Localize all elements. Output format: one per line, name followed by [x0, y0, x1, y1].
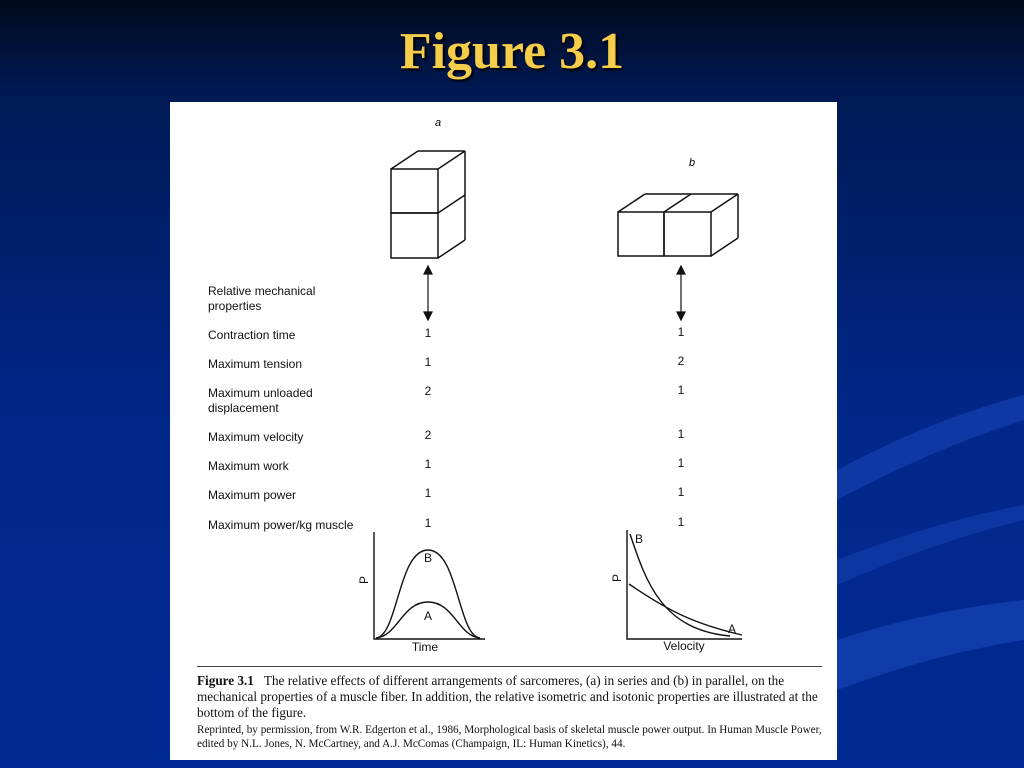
property-label: Relative mechanical properties	[208, 284, 316, 313]
figure-credit: Reprinted, by permission, from W.R. Edgerton et al., 1986, Morphological basis of skeletal muscle power output. In Human Muscle Power, edited by N.L. Jones, N. McCartney, and A.J. McComas (Champaign, IL: Human Kinetics), 44.	[197, 724, 822, 750]
property-label: Maximum unloaded displacement	[208, 386, 313, 415]
property-label: Maximum work	[208, 459, 289, 473]
cube-row-b	[618, 194, 738, 256]
caption-text: The relative effects of different arrangements of sarcomeres, (a) in series and (b) in parallel, on the mechanical properties of a muscle fiber. In addition, the relative isometric and isotonic properties are illustrated at the bottom of the figure.	[197, 673, 818, 720]
value-b: 1	[677, 383, 685, 397]
double-arrow-a	[424, 266, 432, 320]
graph-b-label-a: A	[727, 622, 737, 636]
figure-panel	[170, 102, 837, 760]
double-arrow-b	[677, 266, 685, 320]
value-b: 1	[677, 325, 685, 339]
graph-a-label-b: B	[423, 551, 433, 565]
property-label: Maximum power	[208, 488, 297, 502]
value-b: 1	[677, 456, 685, 470]
property-label: Maximum tension	[208, 357, 303, 371]
panel-b-label: b	[689, 157, 696, 169]
graph-b	[627, 530, 742, 639]
graph-b-label-b: B	[634, 532, 644, 546]
slide-title: Figure 3.1	[399, 23, 625, 80]
value-b: 1	[677, 427, 685, 441]
graph-b-ylabel: P	[610, 573, 624, 583]
value-b: 2	[677, 354, 685, 368]
panel-a-label: a	[435, 117, 442, 129]
figure-caption	[197, 666, 822, 721]
value-a: 1	[424, 457, 432, 471]
value-b: 1	[677, 485, 685, 499]
caption-label: Figure 3.1	[197, 673, 254, 688]
value-a: 1	[424, 326, 432, 340]
value-a: 1	[424, 486, 432, 500]
property-label: Maximum velocity	[208, 430, 304, 444]
value-a: 1	[424, 355, 432, 369]
graph-a-label-a: A	[423, 609, 433, 623]
graph-b-curve-a	[629, 584, 742, 635]
property-label: Contraction time	[208, 328, 296, 342]
cube-stack-a	[391, 151, 465, 258]
graph-b-curve-b	[630, 534, 730, 636]
value-a: 2	[424, 428, 432, 442]
graph-a-xlabel: Time	[411, 640, 439, 654]
graph-a-ylabel: P	[357, 575, 371, 585]
property-label: Maximum power/kg muscle	[208, 518, 354, 532]
graph-b-xlabel: Velocity	[663, 639, 705, 653]
value-b: 1	[677, 515, 685, 529]
value-a: 1	[424, 516, 432, 530]
value-a: 2	[424, 384, 432, 398]
